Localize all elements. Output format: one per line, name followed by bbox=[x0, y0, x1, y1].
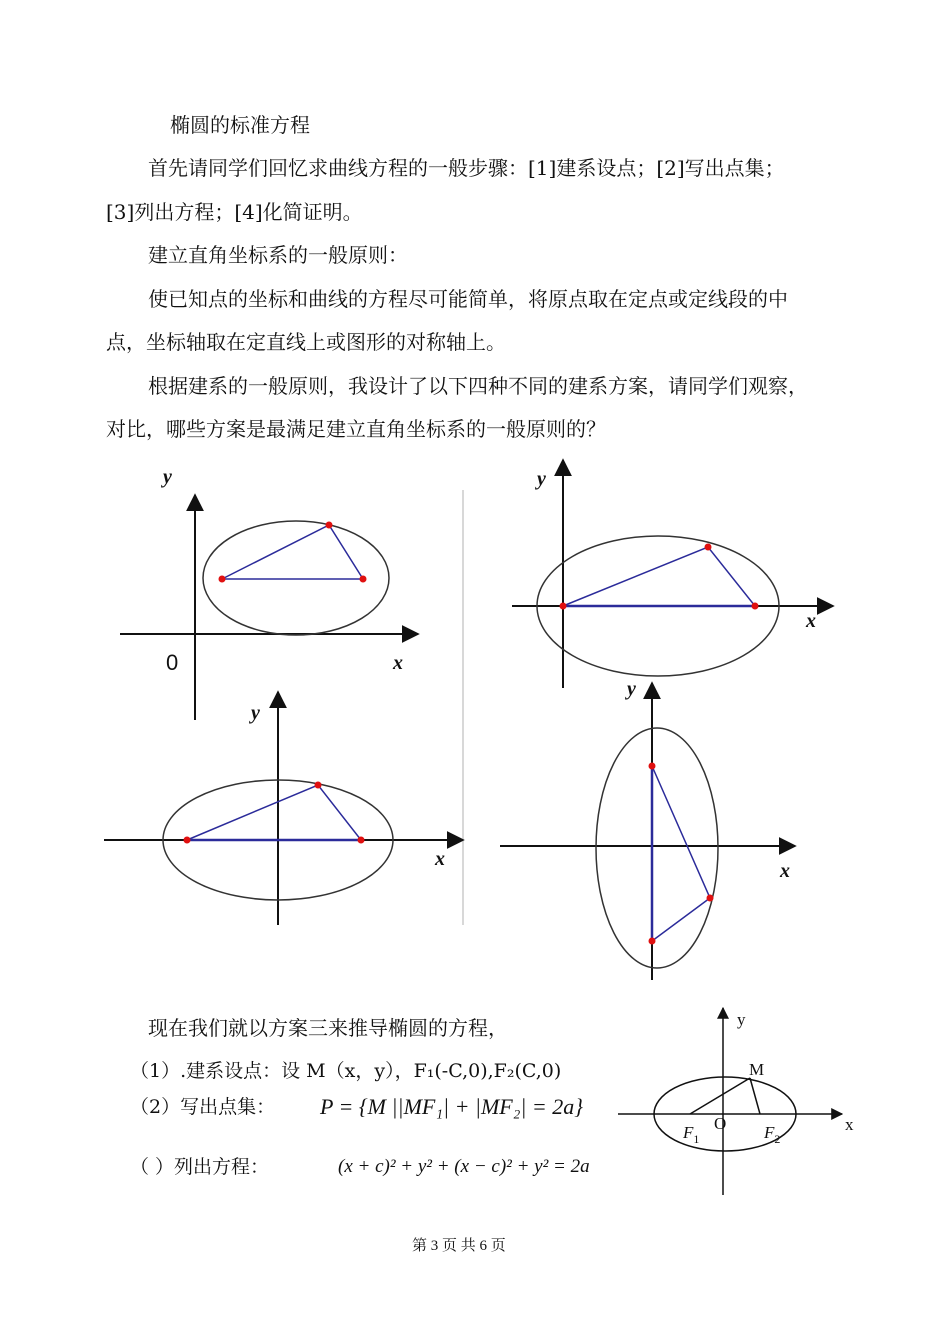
paragraph-3b: 点，坐标轴取在定直线上或图形的对称轴上。 bbox=[106, 330, 506, 354]
paragraph-4b: 对比，哪些方案是最满足建立直角坐标系的一般原则的？ bbox=[106, 417, 606, 441]
scheme-4-point bbox=[707, 895, 714, 902]
scheme-4-triangle bbox=[652, 766, 710, 941]
scheme-3 bbox=[104, 692, 463, 925]
scheme-4 bbox=[500, 683, 795, 980]
scheme-1-x-label: x bbox=[393, 652, 403, 674]
scheme-1-y-label: y bbox=[163, 466, 172, 488]
scheme-4-y-label: y bbox=[627, 678, 636, 700]
mf2-segment bbox=[750, 1078, 760, 1114]
scheme-2-triangle bbox=[563, 547, 755, 606]
small-f1-label: $F_1$ bbox=[683, 1123, 700, 1146]
derivation-intro: 现在我们就以方案三来推导椭圆的方程， bbox=[148, 1016, 508, 1040]
small-x-label: x bbox=[845, 1115, 854, 1134]
scheme-1-origin-label: 0 bbox=[166, 650, 179, 675]
small-m-label: M bbox=[749, 1060, 765, 1079]
ellipse-derivation-figure bbox=[610, 1000, 870, 1200]
small-y-label: y bbox=[737, 1010, 746, 1029]
paragraph-1b: [3]列出方程；[4]化简证明。 bbox=[106, 200, 363, 224]
scheme-2-point bbox=[705, 544, 712, 551]
heading: 椭圆的标准方程 bbox=[170, 113, 310, 137]
scheme-2-x-label: x bbox=[806, 610, 816, 632]
mf1-segment bbox=[690, 1078, 750, 1114]
scheme-2-point bbox=[752, 603, 759, 610]
scheme-1-point bbox=[360, 576, 367, 583]
scheme-1-point bbox=[219, 576, 226, 583]
scheme-3-x-label: x bbox=[435, 848, 445, 870]
scheme-3-point bbox=[358, 837, 365, 844]
paragraph-4a: 根据建系的一般原则，我设计了以下四种不同的建系方案，请同学们观察， bbox=[148, 374, 808, 398]
paragraph-1a: 首先请同学们回忆求曲线方程的一般步骤：[1]建系设点；[2]写出点集； bbox=[148, 156, 785, 180]
scheme-1-triangle bbox=[222, 525, 363, 579]
derivation-step-1: （1）.建系设点：设 M（x，y），F₁(-C,0),F₂(C,0) bbox=[130, 1060, 562, 1082]
scheme-3-y-label: y bbox=[251, 702, 260, 724]
derivation-step-3-equation: (x + c)² + y² + (x − c)² + y² = 2a bbox=[338, 1156, 590, 1177]
scheme-4-ellipse bbox=[596, 728, 718, 968]
scheme-2 bbox=[512, 460, 833, 688]
scheme-3-point bbox=[184, 837, 191, 844]
small-o-label: O bbox=[714, 1114, 727, 1133]
page-footer: 第 3 页 共 6 页 bbox=[412, 1238, 506, 1254]
small-f2-label: $F_2$ bbox=[764, 1123, 781, 1146]
scheme-1 bbox=[120, 495, 418, 720]
scheme-2-point bbox=[560, 603, 567, 610]
scheme-4-x-label: x bbox=[780, 860, 790, 882]
paragraph-3a: 使已知点的坐标和曲线的方程尽可能简单，将原点取在定点或定线段的中 bbox=[148, 287, 788, 311]
scheme-1-point bbox=[326, 522, 333, 529]
scheme-2-y-label: y bbox=[537, 468, 546, 490]
scheme-4-point bbox=[649, 938, 656, 945]
scheme-4-point bbox=[649, 763, 656, 770]
scheme-3-point bbox=[315, 782, 322, 789]
derivation-step-2-equation: P = {M ||MF₁| + |MF₂| = 2a} bbox=[320, 1094, 584, 1119]
scheme-3-triangle bbox=[187, 785, 361, 840]
derivation-step-2-label: （2）写出点集： bbox=[130, 1096, 276, 1118]
paragraph-2: 建立直角坐标系的一般原则： bbox=[148, 243, 408, 267]
derivation-step-3-label: （ ）列出方程： bbox=[130, 1156, 270, 1178]
